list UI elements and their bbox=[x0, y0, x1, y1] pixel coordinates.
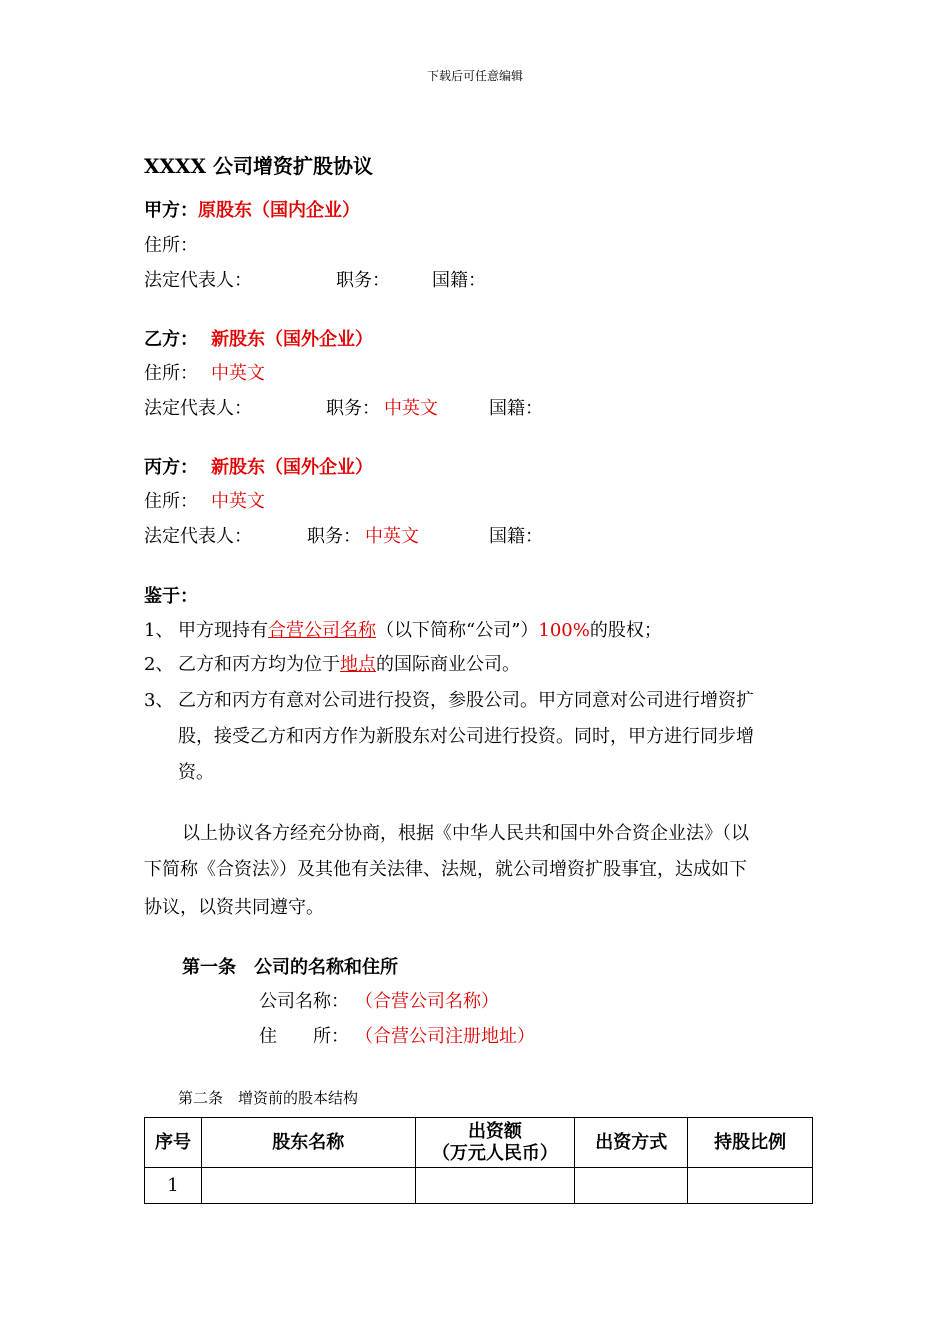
party-c-position-label: 职务： bbox=[307, 526, 361, 547]
party-c-label: 丙方： bbox=[144, 457, 198, 478]
article-1-heading: 第一条 公司的名称和住所 bbox=[182, 957, 398, 978]
table-row bbox=[145, 1168, 813, 1204]
party-c-name: 新股东（国外企业） bbox=[211, 457, 373, 478]
party-b-position-value: 中英文 bbox=[384, 398, 438, 419]
cell-shareholder bbox=[201, 1168, 415, 1204]
header-note: 下载后可任意编辑 bbox=[426, 69, 523, 83]
whereas-item-2-post: 的国际商业公司。 bbox=[376, 654, 520, 675]
col-header-index: 序号 bbox=[145, 1118, 202, 1168]
whereas-item-1-pre: 甲方现持有 bbox=[178, 620, 268, 641]
party-a-label: 甲方： bbox=[144, 200, 198, 221]
whereas-item-1-company: 合营公司名称 bbox=[268, 620, 376, 641]
col-header-capital bbox=[415, 1118, 575, 1168]
whereas-item-1-mid: （以下简称“公司”） bbox=[376, 620, 539, 641]
party-a-nationality-label: 国籍： bbox=[432, 270, 486, 291]
party-c-rep-label: 法定代表人： bbox=[144, 526, 252, 547]
whereas-item-3-num: 3、 bbox=[144, 690, 174, 711]
party-a-name: 原股东（国内企业） bbox=[198, 200, 360, 221]
cell-method bbox=[575, 1168, 688, 1204]
party-b-position-label: 职务： bbox=[326, 398, 380, 419]
cell-index: 1 bbox=[145, 1168, 202, 1204]
cell-ratio bbox=[688, 1168, 813, 1204]
whereas-item-2-place: 地点 bbox=[340, 654, 376, 675]
whereas-item-3-line-3: 资。 bbox=[178, 762, 214, 783]
party-c-position-value: 中英文 bbox=[365, 526, 419, 547]
intro-line-2: 下简称《合资法》）及其他有关法律、法规，就公司增资扩股事宜，达成如下 bbox=[144, 859, 747, 880]
whereas-item-3-line-2: 股，接受乙方和丙方作为新股东对公司进行投资。同时，甲方进行同步增 bbox=[178, 726, 754, 747]
table-header-row bbox=[145, 1118, 813, 1168]
col-header-ratio: 持股比例 bbox=[688, 1118, 813, 1168]
document-title: XXXX 公司增资扩股协议 bbox=[144, 154, 374, 178]
whereas-item-2-pre: 乙方和丙方均为位于 bbox=[178, 654, 340, 675]
article-1-name-label: 公司名称： bbox=[259, 991, 349, 1012]
article-1-address-label: 住 所： bbox=[259, 1026, 349, 1047]
party-a-heading bbox=[144, 200, 360, 222]
col-header-capital-line-2: （万元人民币） bbox=[431, 1142, 558, 1164]
whereas-item-3-line-1: 乙方和丙方有意对公司进行投资，参股公司。甲方同意对公司进行增资扩 bbox=[178, 690, 754, 711]
whereas-item-2 bbox=[178, 654, 520, 676]
whereas-heading: 鉴于： bbox=[144, 586, 198, 607]
party-c-address-label: 住所： bbox=[144, 491, 198, 512]
cell-capital bbox=[415, 1168, 575, 1204]
whereas-item-1 bbox=[178, 620, 662, 642]
intro-line-1: 以上协议各方经充分协商，根据《中华人民共和国中外合资企业法》（以 bbox=[182, 823, 749, 844]
col-header-shareholder: 股东名称 bbox=[201, 1118, 415, 1168]
whereas-item-2-num: 2、 bbox=[144, 654, 174, 675]
party-b-address-label: 住所： bbox=[144, 363, 198, 384]
party-c-nationality-label: 国籍： bbox=[489, 526, 543, 547]
share-structure-table bbox=[144, 1117, 813, 1204]
party-b-label: 乙方： bbox=[144, 329, 198, 350]
party-b-rep-label: 法定代表人： bbox=[144, 398, 252, 419]
intro-line-3: 协议，以资共同遵守。 bbox=[144, 897, 324, 918]
party-b-name: 新股东（国外企业） bbox=[211, 329, 373, 350]
col-header-capital-line-1: 出资额 bbox=[467, 1120, 522, 1142]
party-a-rep-label: 法定代表人： bbox=[144, 270, 252, 291]
party-b-nationality-label: 国籍： bbox=[489, 398, 543, 419]
party-c-address-value: 中英文 bbox=[211, 491, 265, 512]
party-a-address-label: 住所： bbox=[144, 235, 198, 256]
article-1-name-value: （合营公司名称） bbox=[355, 991, 499, 1012]
whereas-item-1-num: 1、 bbox=[144, 620, 174, 641]
party-b-address-value: 中英文 bbox=[211, 363, 265, 384]
article-2-heading: 第二条 增资前的股本结构 bbox=[178, 1089, 359, 1107]
party-a-position-label: 职务： bbox=[336, 270, 390, 291]
col-header-method: 出资方式 bbox=[575, 1118, 688, 1168]
whereas-item-1-percent: 100% bbox=[538, 620, 590, 641]
article-1-address-value: （合营公司注册地址） bbox=[355, 1026, 535, 1047]
whereas-item-1-post: 的股权； bbox=[589, 620, 662, 641]
